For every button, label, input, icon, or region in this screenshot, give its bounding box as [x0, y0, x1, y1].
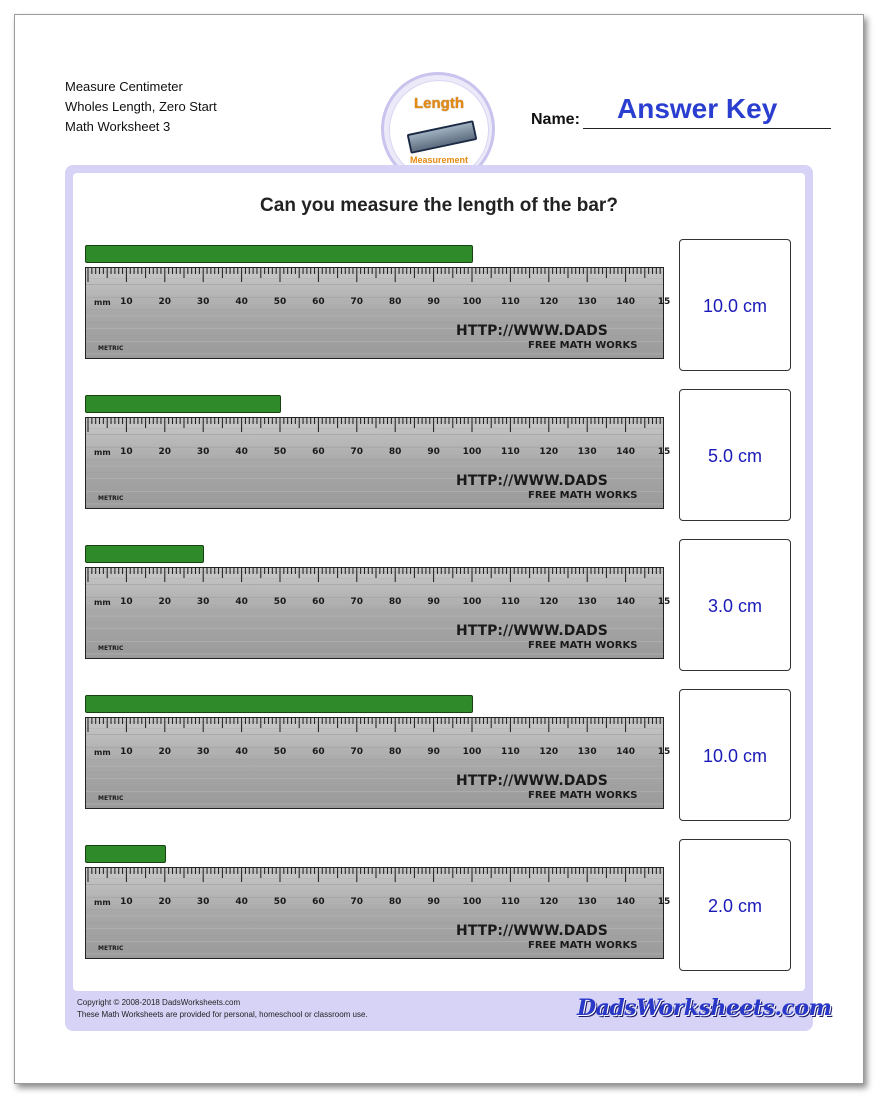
- ruler-tick-label: 50: [273, 747, 287, 757]
- ruler-tick-label: 20: [158, 747, 172, 757]
- ruler-tick-label: 70: [350, 897, 364, 907]
- ruler-tick-label: 50: [273, 897, 287, 907]
- answer-value: 3.0 cm: [707, 596, 763, 616]
- answer-box[interactable]: [679, 689, 791, 821]
- ruler-tick-label: 130: [577, 897, 597, 907]
- ruler-tick-label: 20: [158, 447, 172, 457]
- measure-bar: [85, 245, 473, 263]
- ruler-tick-label: 60: [312, 297, 325, 307]
- ruler-tick-label: 10: [120, 447, 133, 457]
- ruler-tick-label: 15: [657, 747, 671, 757]
- ruler-tick-label: 140: [616, 297, 635, 307]
- ruler-graphic: [86, 418, 671, 508]
- metric-ruler: [85, 267, 671, 359]
- ruler-tick-label: 70: [350, 447, 364, 457]
- ruler-unit-label: mm: [94, 748, 111, 757]
- ruler-tick-label: 90: [427, 297, 440, 307]
- ruler-tick-label: 80: [388, 597, 402, 607]
- ruler-graphic: [86, 568, 671, 658]
- ruler-tick-label: 130: [577, 447, 597, 457]
- ruler-tick-label: 90: [427, 897, 440, 907]
- answer-box[interactable]: [679, 239, 791, 371]
- name-field: [531, 93, 831, 133]
- dadsworksheets-logo: DadsWorksheets.com: [577, 995, 832, 1021]
- ruler-watermark-subtitle: FREE MATH WORKS: [528, 640, 638, 651]
- ruler-tick-label: 100: [462, 297, 482, 307]
- ruler-watermark-url: HTTP://WWW.DADS: [456, 473, 608, 489]
- ruler-tick-label: 70: [350, 597, 364, 607]
- metric-ruler: [85, 567, 671, 659]
- metric-ruler: [85, 717, 671, 809]
- question-text: Can you measure the length of the bar?: [260, 195, 618, 216]
- ruler-tick-label: 40: [235, 897, 248, 907]
- ruler-tick-label: 130: [577, 597, 597, 607]
- ruler-tick-label: 40: [235, 447, 248, 457]
- ruler-tick-label: 50: [273, 597, 287, 607]
- ruler-tick-label: 80: [388, 447, 402, 457]
- metric-ruler: [85, 417, 671, 509]
- ruler-unit-label: mm: [94, 298, 111, 307]
- title-line-2: Wholes Length, Zero Start: [65, 99, 217, 114]
- answer-box[interactable]: [679, 839, 791, 971]
- worksheet-title: [65, 77, 217, 137]
- ruler-tick-label: 140: [616, 897, 635, 907]
- ruler-tick-label: 70: [350, 297, 364, 307]
- ruler-watermark-subtitle: FREE MATH WORKS: [528, 790, 638, 801]
- ruler-tick-label: 90: [427, 597, 440, 607]
- ruler-tick-label: 140: [616, 747, 635, 757]
- ruler-tick-label: 110: [501, 897, 520, 907]
- ruler-tick-label: 60: [312, 447, 325, 457]
- ruler-tick-label: 140: [616, 447, 635, 457]
- ruler-metric-label: METRIC: [98, 345, 124, 352]
- ruler-tick-label: 15: [657, 897, 671, 907]
- ruler-tick-label: 120: [539, 747, 559, 757]
- measure-bar: [85, 395, 281, 413]
- ruler-tick-label: 10: [120, 747, 133, 757]
- ruler-tick-label: 120: [539, 897, 559, 907]
- ruler-tick-label: 120: [539, 447, 559, 457]
- ruler-watermark-url: HTTP://WWW.DADS: [456, 623, 608, 639]
- ruler-tick-label: 110: [501, 597, 520, 607]
- ruler-tick-label: 140: [616, 597, 635, 607]
- title-line-3: Math Worksheet 3: [65, 119, 171, 134]
- ruler-tick-label: 110: [501, 447, 520, 457]
- metric-ruler: [85, 867, 671, 959]
- ruler-tick-label: 40: [235, 747, 248, 757]
- worksheet-page: [14, 14, 864, 1084]
- ruler-tick-label: 20: [158, 897, 172, 907]
- ruler-watermark-subtitle: FREE MATH WORKS: [528, 940, 638, 951]
- measure-bar: [85, 545, 204, 563]
- ruler-tick-label: 40: [235, 597, 248, 607]
- ruler-tick-label: 10: [120, 297, 133, 307]
- ruler-tick-label: 130: [577, 747, 597, 757]
- ruler-tick-label: 30: [196, 597, 210, 607]
- ruler-tick-label: 100: [462, 897, 482, 907]
- answer-value: 5.0 cm: [707, 446, 763, 466]
- ruler-tick-label: 110: [501, 747, 520, 757]
- ruler-tick-label: 30: [196, 297, 210, 307]
- ruler-tick-label: 90: [427, 747, 440, 757]
- ruler-watermark-subtitle: FREE MATH WORKS: [528, 340, 638, 351]
- ruler-tick-label: 110: [501, 297, 520, 307]
- ruler-tick-label: 20: [158, 297, 172, 307]
- ruler-tick-label: 30: [196, 747, 210, 757]
- problems-area: [73, 173, 805, 991]
- ruler-tick-label: 60: [312, 597, 325, 607]
- measure-bar: [85, 845, 166, 863]
- ruler-unit-label: mm: [94, 598, 111, 607]
- ruler-tick-label: 15: [657, 447, 671, 457]
- ruler-tick-label: 15: [657, 597, 671, 607]
- ruler-metric-label: METRIC: [98, 945, 124, 952]
- title-line-1: Measure Centimeter: [65, 79, 183, 94]
- problem-row: [85, 839, 799, 971]
- answer-value: 10.0 cm: [702, 746, 768, 766]
- ruler-graphic: [86, 718, 671, 808]
- ruler-watermark-subtitle: FREE MATH WORKS: [528, 490, 638, 501]
- name-underline: [583, 128, 831, 129]
- ruler-tick-label: 20: [158, 597, 172, 607]
- ruler-tick-label: 120: [539, 297, 559, 307]
- ruler-tick-label: 30: [196, 447, 210, 457]
- ruler-metric-label: METRIC: [98, 495, 124, 502]
- name-label: Name:: [531, 111, 580, 128]
- ruler-tick-label: 120: [539, 597, 559, 607]
- ruler-tick-label: 70: [350, 747, 364, 757]
- problem-row: [85, 689, 799, 821]
- ruler-tick-label: 80: [388, 297, 402, 307]
- ruler-tick-label: 60: [312, 747, 325, 757]
- problems-panel: [65, 165, 832, 1031]
- ruler-metric-label: METRIC: [98, 795, 124, 802]
- ruler-tick-label: 80: [388, 897, 402, 907]
- ruler-watermark-url: HTTP://WWW.DADS: [456, 773, 608, 789]
- answer-value: 10.0 cm: [702, 296, 768, 316]
- ruler-watermark-url: HTTP://WWW.DADS: [456, 923, 608, 939]
- ruler-tick-label: 40: [235, 297, 248, 307]
- problem-row: [85, 389, 799, 521]
- answer-box[interactable]: [679, 389, 791, 521]
- copyright-text: Copyright © 2008-2018 DadsWorksheets.com: [77, 998, 241, 1007]
- ruler-tick-label: 15: [657, 297, 671, 307]
- ruler-metric-label: METRIC: [98, 645, 124, 652]
- ruler-tick-label: 10: [120, 897, 133, 907]
- problem-row: [85, 539, 799, 671]
- ruler-tick-label: 130: [577, 297, 597, 307]
- ruler-tick-label: 90: [427, 447, 440, 457]
- usage-notice: These Math Worksheets are provided for personal, homeschool or classroom use.: [77, 1010, 368, 1019]
- ruler-tick-label: 30: [196, 897, 210, 907]
- problem-row: [85, 239, 799, 371]
- ruler-tick-label: 80: [388, 747, 402, 757]
- logo-title: Length: [414, 95, 464, 112]
- ruler-tick-label: 50: [273, 447, 287, 457]
- footer-text: [77, 997, 368, 1021]
- answer-box[interactable]: [679, 539, 791, 671]
- answer-value: 2.0 cm: [707, 896, 763, 916]
- ruler-graphic: [86, 268, 671, 358]
- ruler-tick-label: 50: [273, 297, 287, 307]
- ruler-icon: [407, 120, 478, 154]
- ruler-tick-label: 60: [312, 897, 325, 907]
- ruler-tick-label: 10: [120, 597, 133, 607]
- answer-key-text: Answer Key: [617, 93, 778, 124]
- measure-bar: [85, 695, 473, 713]
- ruler-unit-label: mm: [94, 448, 111, 457]
- logo-subtitle: Measurement: [409, 155, 469, 165]
- ruler-unit-label: mm: [94, 898, 111, 907]
- ruler-watermark-url: HTTP://WWW.DADS: [456, 323, 608, 339]
- ruler-graphic: [86, 868, 671, 958]
- ruler-tick-label: 100: [462, 747, 482, 757]
- ruler-tick-label: 100: [462, 447, 482, 457]
- ruler-tick-label: 100: [462, 597, 482, 607]
